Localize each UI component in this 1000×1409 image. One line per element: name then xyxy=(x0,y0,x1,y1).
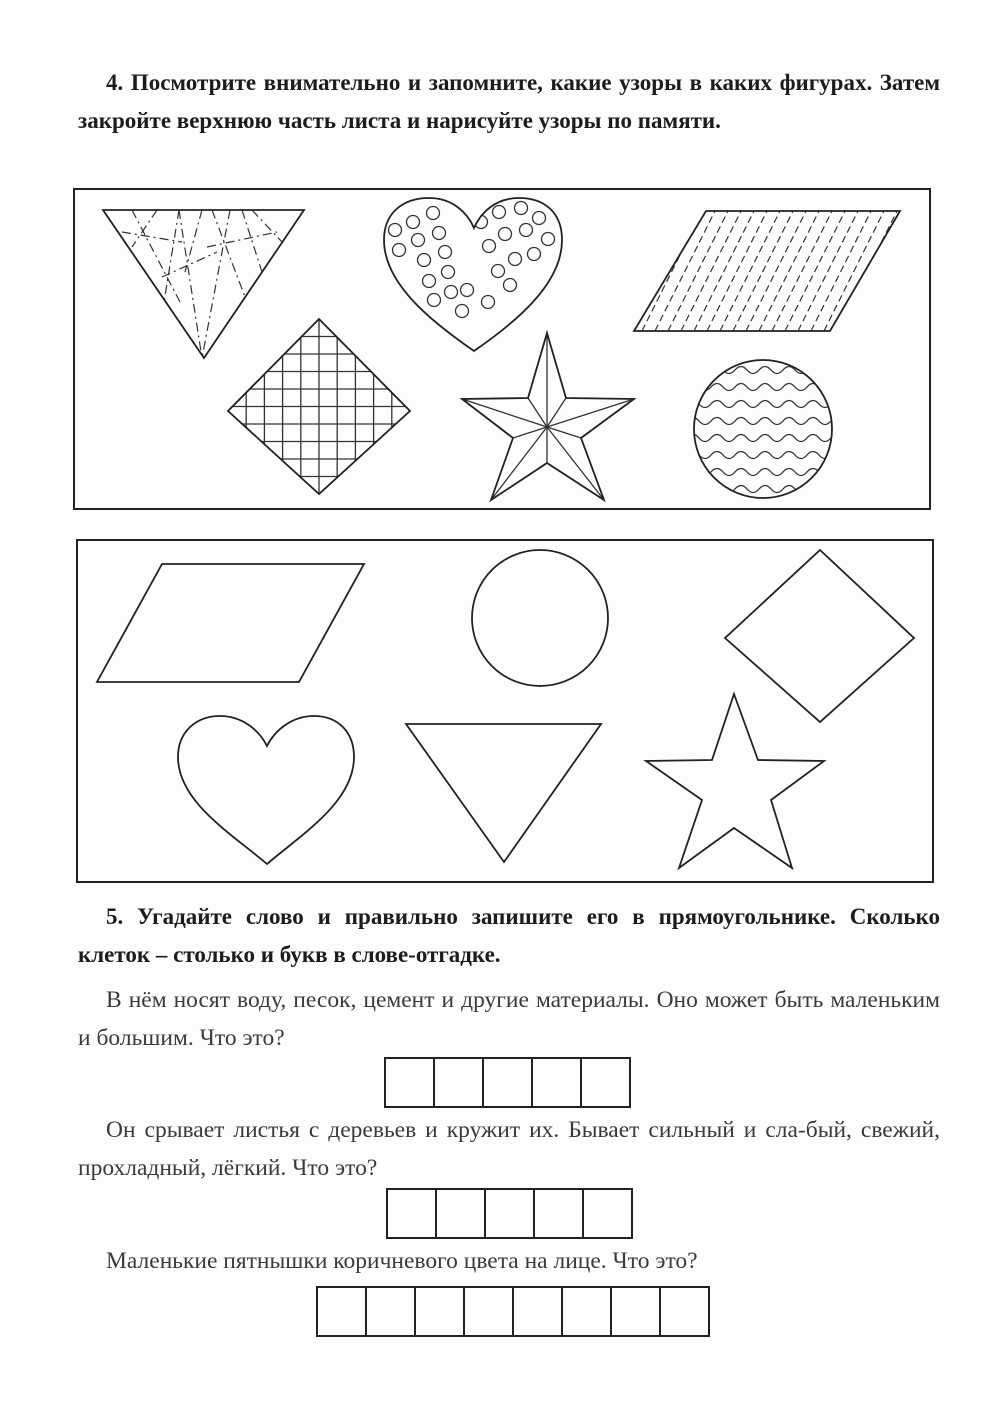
pattern-dash-line xyxy=(707,211,767,331)
pattern-circle xyxy=(439,246,452,259)
pattern-circle xyxy=(499,228,512,241)
pattern-dash-line xyxy=(655,211,715,331)
pattern-dash-line xyxy=(668,211,728,331)
task-text: Угадайте слово и правильно запишите его в прямоугольнике. Сколько клеток – столько и букв в слове-отгадке. xyxy=(78,904,941,967)
pattern-shapes-frame xyxy=(73,188,931,510)
riddle-2 xyxy=(78,1111,940,1187)
answer-cell[interactable] xyxy=(416,1288,465,1335)
pattern-circle xyxy=(504,279,517,292)
pattern-circle xyxy=(542,233,555,246)
pattern-circle xyxy=(423,275,436,288)
star-ray xyxy=(491,427,547,500)
wave-line xyxy=(687,367,855,374)
rays-pattern xyxy=(462,333,634,500)
pattern-circle xyxy=(493,206,506,219)
answer-cell[interactable] xyxy=(612,1288,661,1335)
blank-triangle xyxy=(406,724,601,862)
pattern-dash-line xyxy=(824,211,884,331)
wavy-pattern xyxy=(687,367,855,493)
blank-heart xyxy=(178,716,354,864)
answer-cell[interactable] xyxy=(533,1059,582,1106)
pattern-circle xyxy=(528,248,541,261)
pattern-circle xyxy=(393,244,406,257)
star-ray xyxy=(462,399,547,427)
answer-cell[interactable] xyxy=(437,1190,486,1237)
pattern-circle xyxy=(492,265,505,278)
pattern-dash-line xyxy=(746,211,806,331)
pattern-circle xyxy=(445,286,458,299)
riddle-text: Маленькие пятнышки коричневого цвета на лице. Что это? xyxy=(106,1248,698,1274)
triangle-with-dash-dot-pattern xyxy=(103,210,304,358)
answer-cell[interactable] xyxy=(582,1059,631,1106)
answer-cell[interactable] xyxy=(367,1288,416,1335)
pattern-dash-line xyxy=(837,211,897,331)
pattern-shapes-canvas xyxy=(75,190,929,508)
star-ray xyxy=(513,427,547,438)
blank-shapes-canvas xyxy=(78,541,932,881)
parallelogram-with-diagonal-dashes xyxy=(634,211,929,331)
pattern-dash-line xyxy=(759,211,819,331)
pattern-circle xyxy=(461,284,474,297)
blank-circle xyxy=(472,550,608,686)
pattern-circle xyxy=(520,224,533,237)
pattern-circle xyxy=(418,254,431,267)
answer-cell[interactable] xyxy=(484,1059,533,1106)
pattern-circle xyxy=(428,294,441,307)
circle-with-waves xyxy=(687,360,855,498)
answer-cell[interactable] xyxy=(563,1288,612,1335)
answer-cell[interactable] xyxy=(486,1190,535,1237)
pattern-dash-line xyxy=(772,211,832,331)
blank-shapes-frame xyxy=(76,539,934,883)
pattern-circle xyxy=(515,202,528,215)
pattern-circle xyxy=(407,216,420,229)
pattern-dash-line xyxy=(876,211,929,331)
blank-star xyxy=(646,694,824,868)
wave-line xyxy=(687,384,855,391)
blank-rhombus xyxy=(725,550,914,722)
task-number: 5. xyxy=(106,904,124,929)
answer-cell[interactable] xyxy=(584,1190,633,1237)
answer-cells-1[interactable] xyxy=(384,1057,631,1108)
pattern-dash-line xyxy=(889,211,929,331)
pattern-dash-line xyxy=(642,211,702,331)
pattern-circle xyxy=(412,234,425,247)
riddle-text: В нём носят воду, песок, цемент и другие материалы. Оно может быть маленьким и большим. Что это? xyxy=(78,987,940,1051)
diagonal-dashes-pattern xyxy=(642,211,929,331)
pattern-dash-line xyxy=(694,211,754,331)
answer-cell[interactable] xyxy=(386,1059,435,1106)
rhombus-with-grid xyxy=(228,319,410,494)
answer-cell[interactable] xyxy=(388,1190,437,1237)
pattern-circle xyxy=(533,212,546,225)
pattern-circle xyxy=(483,240,496,253)
answer-cell[interactable] xyxy=(661,1288,710,1335)
answer-cell[interactable] xyxy=(318,1288,367,1335)
answer-cell[interactable] xyxy=(535,1190,584,1237)
answer-cell[interactable] xyxy=(465,1288,514,1335)
wave-line xyxy=(687,418,855,425)
pattern-dash-line xyxy=(863,211,923,331)
pattern-dash-line xyxy=(902,211,929,331)
task-5-heading xyxy=(78,898,940,974)
riddle-text: Он срывает листья с деревьев и кружит их. Бывает сильный и сла-бый, свежий, прохладный, лёгкий. Что это? xyxy=(78,1117,940,1181)
pattern-dash-line xyxy=(733,211,793,331)
answer-cells-2[interactable] xyxy=(386,1188,633,1239)
pattern-circle xyxy=(442,266,455,279)
answer-cells-3[interactable] xyxy=(316,1286,710,1337)
star-ray xyxy=(547,399,634,427)
riddle-3 xyxy=(78,1242,940,1280)
answer-cell[interactable] xyxy=(514,1288,563,1335)
wave-line xyxy=(687,486,855,493)
wave-line xyxy=(687,401,855,408)
star-ray xyxy=(547,398,566,427)
pattern-dash-line xyxy=(850,211,910,331)
pattern-dash-line xyxy=(915,211,929,331)
pattern-circle xyxy=(427,207,440,220)
pattern-circle xyxy=(482,296,495,309)
wave-line xyxy=(687,452,855,459)
pattern-dash-line xyxy=(720,211,780,331)
task-text: Посмотрите внимательно и запомните, какие узоры в каких фигурах. Затем закройте верхнюю часть листа и нарисуйте узоры по памяти. xyxy=(78,70,941,133)
star-ray xyxy=(547,427,604,500)
pattern-dash-line xyxy=(681,211,741,331)
grid-pattern xyxy=(228,319,410,494)
dash-dot-pattern xyxy=(122,210,282,358)
riddle-1 xyxy=(78,981,940,1057)
heart-with-circles-pattern xyxy=(384,198,562,351)
pattern-circle xyxy=(456,305,469,318)
pattern-circle xyxy=(433,227,446,240)
answer-cell[interactable] xyxy=(435,1059,484,1106)
pattern-circle xyxy=(509,253,522,266)
pattern-circle xyxy=(389,224,402,237)
pattern-dash-line xyxy=(798,211,858,331)
star-ray xyxy=(528,398,547,427)
blank-parallelogram xyxy=(97,564,364,682)
task-4-heading xyxy=(78,64,940,140)
star-with-rays xyxy=(462,333,634,500)
task-number: 4. xyxy=(106,70,124,95)
pattern-dash-line xyxy=(785,211,845,331)
wave-line xyxy=(687,435,855,442)
